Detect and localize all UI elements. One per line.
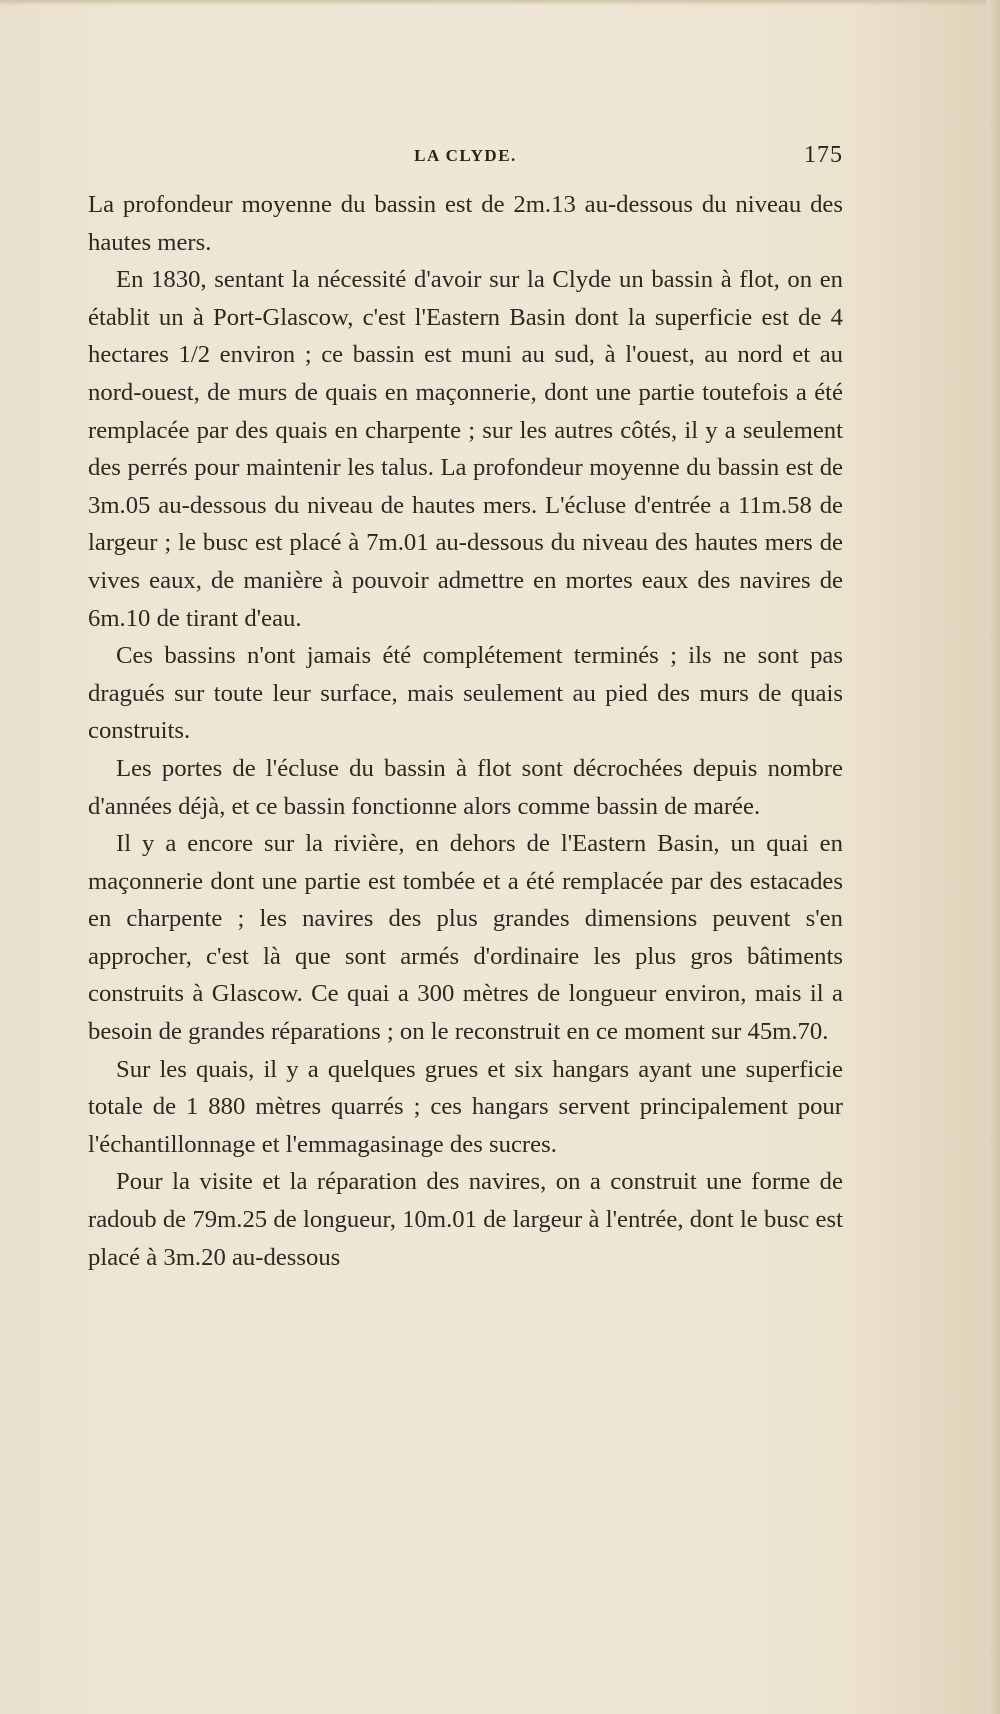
paragraph: Sur les quais, il y a quelques grues et six hangars ayant une superficie totale de 1 880 mètres quarrés ; ces hangars servent principalement pour l'échantillonnage et l'emmagasinage des sucres.: [88, 1055, 843, 1158]
paragraph: Ces bassins n'ont jamais été complétement terminés ; ils ne sont pas dragués sur toute leur surface, mais seulement au pied des murs de quais construits.: [88, 642, 843, 745]
paragraph: En 1830, sentant la nécessité d'avoir sur la Clyde un bassin à flot, on en établit un à Port-Glascow, c'est l'Eastern Basin dont la superficie est de 4 hectares 1/2 environ ; ce bassin est muni au sud, à l'ouest, au nord et au nord-ouest, de murs de quais en maçonnerie, dont une partie toutefois a été remplacée par des quais en charpente ; sur les autres côtés, il y a seulement des perrés pour maintenir les talus. La profondeur moyenne du bassin est de 3m.05 au-dessous du niveau de hautes mers. L'écluse d'entrée a 11m.58 de largeur ; le busc est placé à 7m.01 au-dessous du niveau des hautes mers de vives eaux, de manière à pouvoir admettre en mortes eaux des navires de 6m.10 de tirant d'eau.: [88, 266, 843, 632]
page-top-shadow: [0, 0, 1000, 6]
running-head: LA CLYDE.: [414, 146, 517, 165]
paragraph: Il y a encore sur la rivière, en dehors de l'Eastern Basin, un quai en maçonnerie dont une partie est tombée et a été remplacée par des estacades en charpente ; les navires des plus grandes dimensions peuvent s'en approcher, c'est là que sont armés d'ordinaire les plus gros bâtiments construits à Glascow. Ce quai a 300 mètres de longueur environ, mais il a besoin de grandes réparations ; on le reconstruit en ce moment sur 45m.70.: [88, 830, 843, 1046]
page-number: 175: [804, 142, 843, 168]
page-edge: [986, 0, 1000, 1714]
paragraph: La profondeur moyenne du bassin est de 2m.13 au-dessous du niveau des hautes mers.: [88, 191, 843, 256]
body-text: [88, 186, 843, 1276]
paragraph: Les portes de l'écluse du bassin à flot sont décrochées depuis nombre d'années déjà, et ce bassin fonctionne alors comme bassin de marée.: [88, 754, 843, 820]
page-header: [88, 142, 843, 176]
paragraph: Pour la visite et la réparation des navires, on a construit une forme de radoub de 79m.25 de longueur, 10m.01 de largeur à l'entrée, dont le busc est placé à 3m.20 au-dessous: [88, 1168, 843, 1271]
